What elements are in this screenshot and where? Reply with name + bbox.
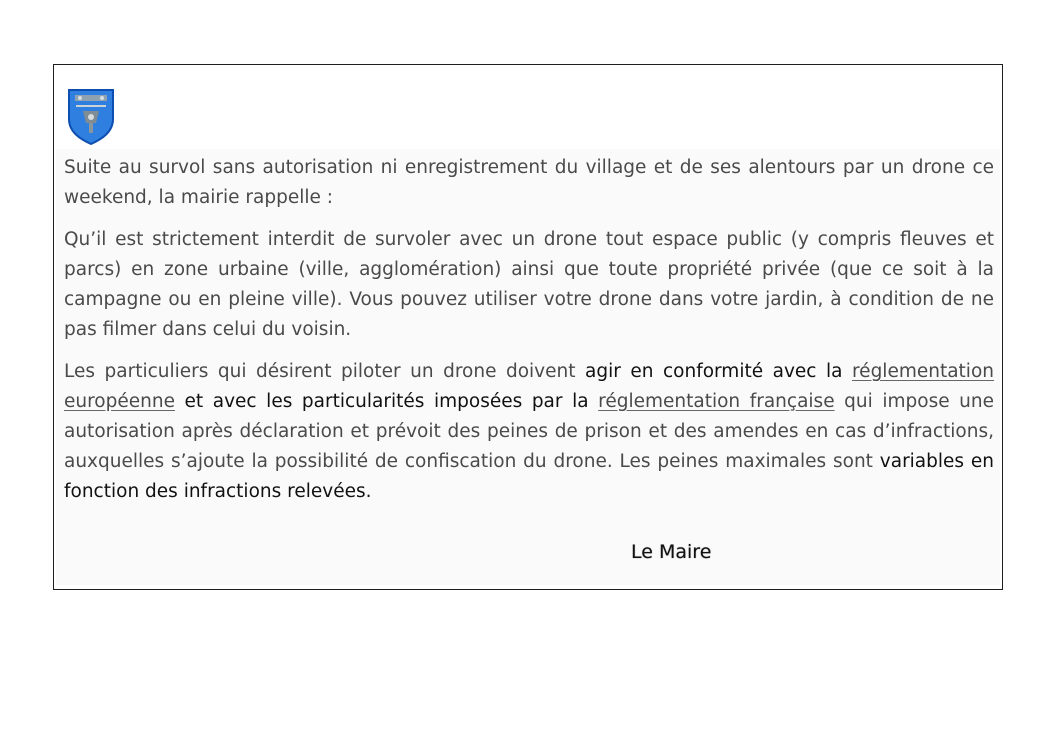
regulation-text-3: et avec les particularités imposées par la [174,391,599,412]
signature: Le Maire [631,541,712,563]
link-european-regulation[interactable]: réglementation européenne [64,361,994,412]
regulation-text-5: variables en fonction des infractions relevées. [64,451,994,502]
notice-content [64,153,994,519]
regulation-text-2: agir en conformité avec la [585,361,852,382]
link-french-regulation[interactable]: réglementation française [598,391,835,412]
paragraph-prohibition: Qu’il est strictement interdit de survoler avec un drone tout espace public (y compris fleuves et parcs) en zone urbaine (ville, agglomération) ainsi que toute propriété privée (que ce soit à la campagne ou en pleine ville). Vous pouvez utiliser votre drone dans votre jardin, à condition de ne pas filmer dans celui du voisin. [64,229,994,340]
paragraph-regulation [64,357,994,507]
shield-crest-icon [66,87,116,145]
notice-frame [53,64,1003,590]
regulation-text-4: qui impose une autorisation après déclaration et prévoit des peines de prison et des amendes en cas d’infractions, auxquelles s’ajoute la possibilité de confiscation du drone. Les peines maximales sont [64,391,995,472]
regulation-text-1: Les particuliers qui désirent piloter un drone doivent [64,361,586,382]
paragraph-intro: Suite au survol sans autorisation ni enregistrement du village et de ses alentours par un drone ce weekend, la mairie rappelle : [64,157,994,208]
